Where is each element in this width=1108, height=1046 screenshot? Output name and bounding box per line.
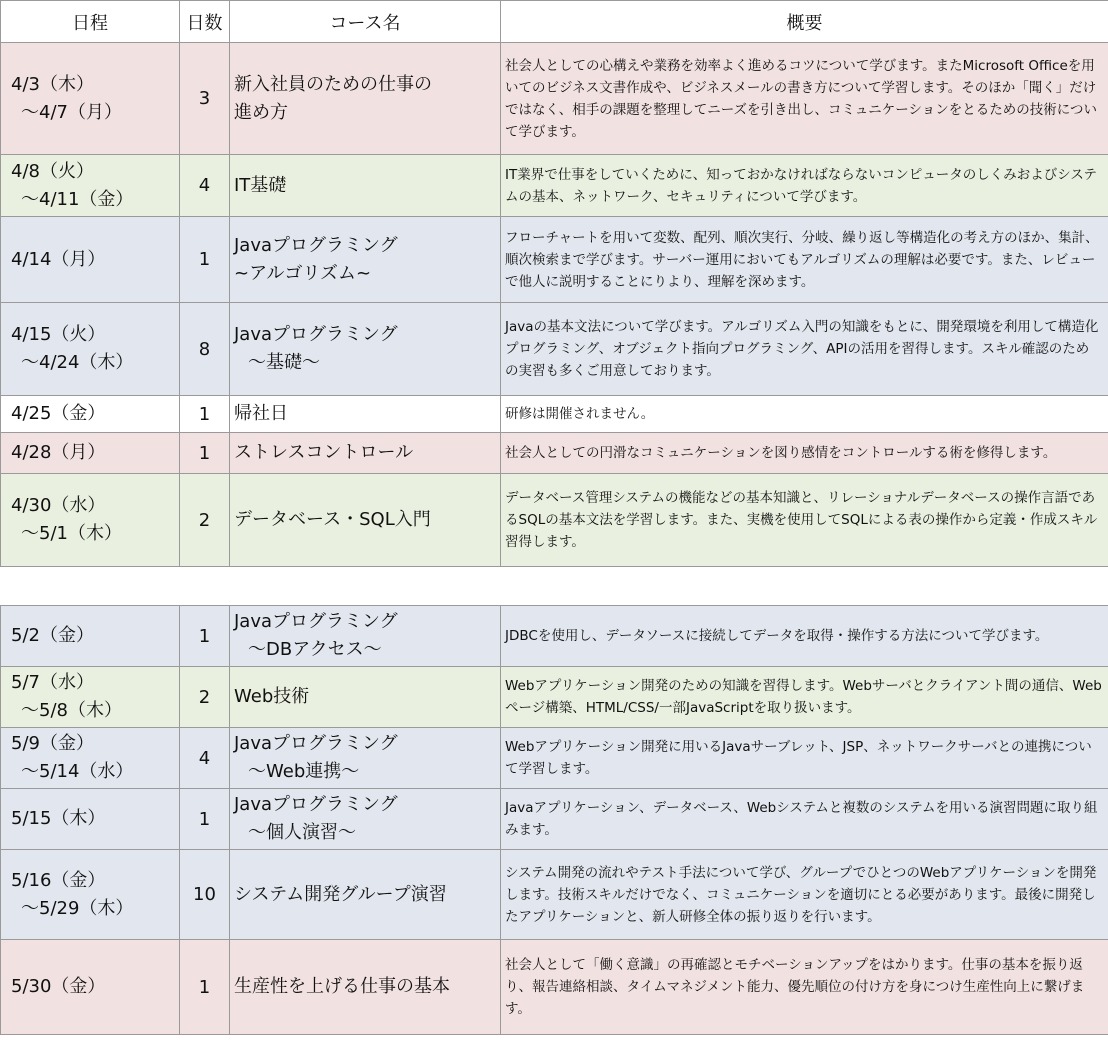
course-cell (230, 155, 501, 217)
header-days: 日数 (180, 1, 230, 43)
summary-cell: Javaアプリケーション、データベース、Webシステムと複数のシステムを用いる演習問題に取り組みます。 (501, 789, 1108, 850)
summary-cell: 社会人として「働く意識」の再確認とモチベーションアップをはかります。仕事の基本を振り返り、報告連絡相談、タイムマネジメント能力、優先順位の付け方を身につけ生産性向上に繋げます。 (501, 940, 1108, 1035)
course-cell (230, 850, 501, 940)
course-name-line2: ～DBアクセス～ (248, 639, 382, 660)
date-end: ～4/11（金） (21, 188, 134, 210)
summary-cell: 研修は開催されません。 (501, 396, 1108, 433)
summary-cell: フローチャートを用いて変数、配列、順次実行、分岐、繰り返し等構造化の考え方のほか、集計、順次検索まで学びます。サーバー運用においてもアルゴリズムの理解は必要です。また、レビューで他人に説明することにりより、理解を深めます。 (501, 217, 1108, 303)
course-name: Javaプログラミング (234, 611, 398, 632)
days-cell: 1 (180, 606, 230, 667)
course-cell (230, 474, 501, 567)
course-cell (230, 43, 501, 155)
table-row (1, 155, 1108, 217)
table-row (1, 728, 1108, 789)
date-start: 4/15（火） (11, 324, 106, 345)
days-cell: 1 (180, 940, 230, 1035)
course-cell (230, 217, 501, 303)
date-cell (1, 667, 180, 728)
days-cell: 3 (180, 43, 230, 155)
date-start: 5/7（水） (11, 672, 94, 693)
course-name: Javaプログラミング (234, 324, 398, 345)
days-cell: 1 (180, 433, 230, 474)
date-cell (1, 606, 180, 667)
date-cell (1, 474, 180, 567)
days-cell: 1 (180, 217, 230, 303)
course-cell (230, 433, 501, 474)
date-start: 4/28（月） (11, 442, 106, 463)
course-name: ストレスコントロール (234, 442, 414, 463)
date-cell (1, 43, 180, 155)
course-name-line2: ～Web連携～ (248, 761, 360, 782)
table-row (1, 217, 1108, 303)
course-name: 新入社員のための仕事の (234, 73, 432, 95)
days-cell: 4 (180, 155, 230, 217)
table-row (1, 606, 1108, 667)
date-end: ～5/29（木） (21, 897, 134, 919)
course-name: データベース・SQL入門 (234, 509, 431, 530)
date-start: 5/16（金） (11, 869, 106, 891)
summary-cell: IT業界で仕事をしていくために、知っておかなければならないコンピュータのしくみおよびシステムの基本、ネットワーク、セキュリティについて学びます。 (501, 155, 1108, 217)
header-summary: 概要 (501, 1, 1108, 43)
course-cell (230, 396, 501, 433)
date-cell (1, 433, 180, 474)
date-end: ～4/24（木） (21, 352, 134, 373)
summary-cell: JDBCを使用し、データソースに接続してデータを取得・操作する方法について学びます。 (501, 606, 1108, 667)
header-row (1, 1, 1108, 43)
table-row (1, 789, 1108, 850)
date-cell (1, 303, 180, 396)
summary-cell: データベース管理システムの機能などの基本知識と、リレーショナルデータベースの操作言語であるSQLの基本文法を学習します。また、実機を使用してSQLによる表の操作から定義・作成スキル習得します。 (501, 474, 1108, 567)
date-start: 5/30（金） (11, 976, 106, 997)
summary-cell: Javaの基本文法について学びます。アルゴリズム入門の知識をもとに、開発環境を利用して構造化プログラミング、オブジェクト指向プログラミング、APIの活用を習得します。スキル確認のための実習も多くご用意しております。 (501, 303, 1108, 396)
date-cell (1, 850, 180, 940)
header-date: 日程 (1, 1, 180, 43)
date-start: 4/30（水） (11, 495, 106, 516)
course-name-line2: ~アルゴリズム~ (234, 262, 372, 284)
table-row (1, 474, 1108, 567)
course-name: Javaプログラミング (234, 733, 398, 754)
date-end: ～5/1（木） (21, 523, 122, 544)
date-cell (1, 728, 180, 789)
table-row (1, 43, 1108, 155)
date-cell (1, 217, 180, 303)
days-cell: 2 (180, 667, 230, 728)
course-cell (230, 789, 501, 850)
date-start: 4/14（月） (11, 248, 106, 270)
date-start: 5/15（木） (11, 808, 106, 829)
summary-cell: システム開発の流れやテスト手法について学び、グループでひとつのWebアプリケーションを開発します。技術スキルだけでなく、コミュニケーションを適切にとる必要があります。最後に開発したアプリケーションと、新人研修全体の振り返りを行います。 (501, 850, 1108, 940)
date-start: 5/2（金） (11, 625, 94, 646)
course-name: 帰社日 (234, 403, 288, 424)
date-cell (1, 940, 180, 1035)
days-cell: 1 (180, 789, 230, 850)
date-cell (1, 396, 180, 433)
course-name: Javaプログラミング (234, 234, 398, 256)
course-cell (230, 728, 501, 789)
table-row (1, 850, 1108, 940)
date-start: 4/8（火） (11, 160, 94, 182)
course-name: IT基礎 (234, 174, 287, 196)
course-name: Web技術 (234, 686, 310, 707)
days-cell: 10 (180, 850, 230, 940)
summary-cell: Webアプリケーション開発に用いるJavaサーブレット、JSP、ネットワークサーバとの連携について学習します。 (501, 728, 1108, 789)
days-cell: 2 (180, 474, 230, 567)
days-cell: 4 (180, 728, 230, 789)
course-cell (230, 667, 501, 728)
header-course: コース名 (230, 1, 501, 43)
course-name-line2: ～個人演習～ (248, 822, 356, 843)
date-start: 4/3（木） (11, 73, 94, 95)
course-cell (230, 303, 501, 396)
date-cell (1, 789, 180, 850)
date-end: ～5/14（水） (21, 761, 134, 782)
date-start: 5/9（金） (11, 733, 94, 754)
table-row (1, 667, 1108, 728)
table-row (1, 940, 1108, 1035)
date-end: ～4/7（月） (21, 101, 122, 123)
course-name: Javaプログラミング (234, 794, 398, 815)
course-name: システム開発グループ演習 (234, 883, 447, 905)
summary-cell: 社会人としての心構えや業務を効率よく進めるコツについて学びます。またMicrosoft Officeを用いてのビジネス文書作成や、ビジネスメールの書き方について学習します。そのほか「聞く」だけではなく、相手の課題を整理してニーズを引き出し、コミュニケーションをとるための技術について学びます。 (501, 43, 1108, 155)
date-end: ～5/8（木） (21, 700, 122, 721)
course-cell (230, 606, 501, 667)
course-name-line2: ～基礎～ (248, 352, 320, 373)
date-start: 4/25（金） (11, 403, 106, 424)
course-name: 生産性を上げる仕事の基本 (234, 976, 450, 997)
course-name-line2: 進め方 (234, 101, 288, 123)
table-row (1, 396, 1108, 433)
table-row (1, 303, 1108, 396)
summary-cell: Webアプリケーション開発のための知識を習得します。Webサーバとクライアント間の通信、Webページ構築、HTML/CSS/一部JavaScriptを取り扱います。 (501, 667, 1108, 728)
course-cell (230, 940, 501, 1035)
schedule-table-may (0, 605, 1108, 1035)
table-row (1, 433, 1108, 474)
days-cell: 1 (180, 396, 230, 433)
date-cell (1, 155, 180, 217)
days-cell: 8 (180, 303, 230, 396)
summary-cell: 社会人としての円滑なコミュニケーションを図り感情をコントロールする術を修得します。 (501, 433, 1108, 474)
